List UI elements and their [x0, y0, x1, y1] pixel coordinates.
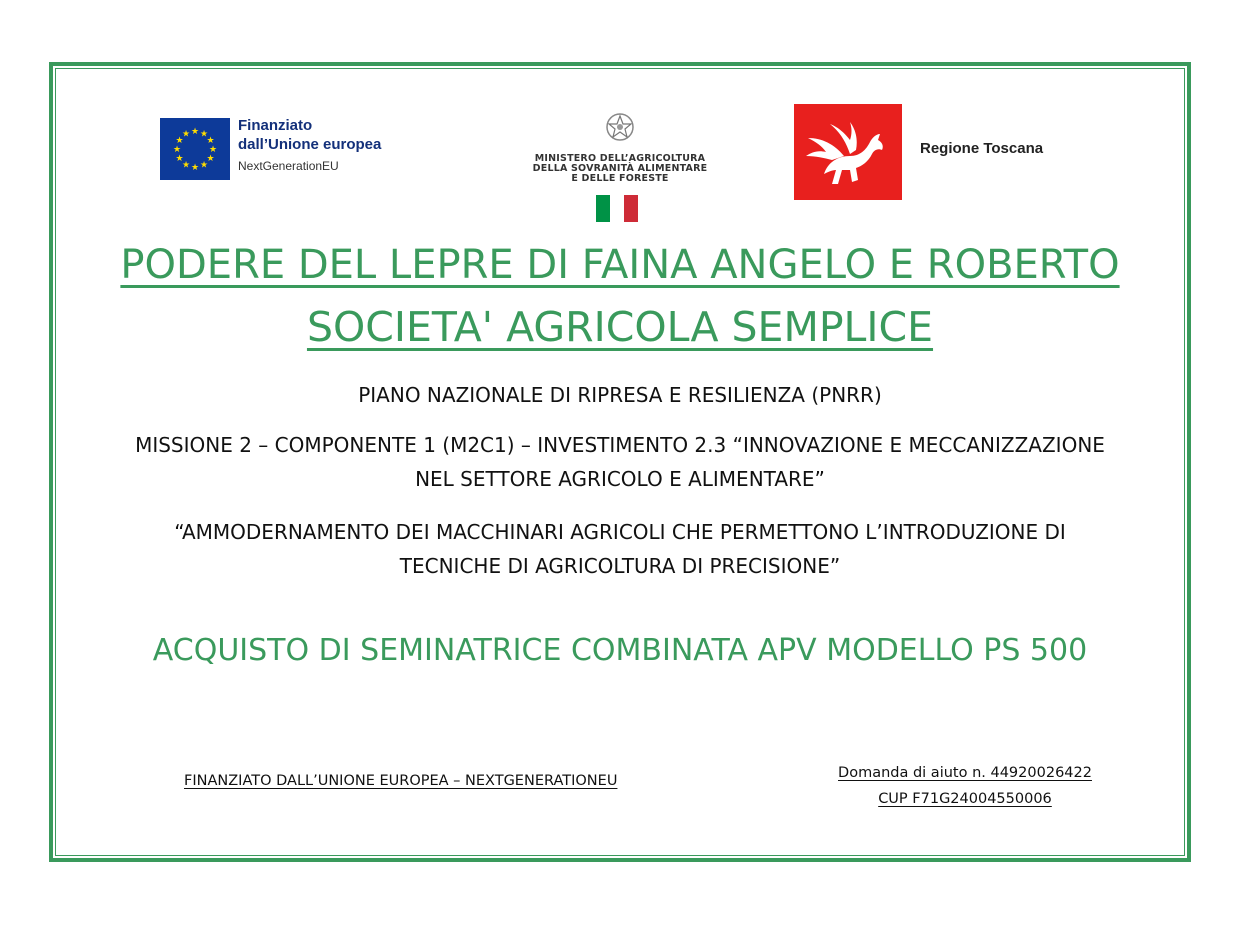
- italian-flag-icon: [596, 195, 638, 222]
- svg-text:★: ★: [206, 154, 215, 164]
- ministry-line1: MINISTERO DELL’AGRICOLTURA: [534, 153, 706, 164]
- eu-logo-line2: dall’Unione europea: [238, 136, 382, 153]
- eu-logo-line3: NextGenerationEU: [238, 159, 339, 173]
- mission-text: [70, 428, 1170, 496]
- application-info: [790, 760, 1140, 812]
- svg-text:★: ★: [199, 160, 209, 171]
- svg-text:★: ★: [208, 145, 218, 155]
- svg-text:★: ★: [190, 127, 200, 137]
- svg-text:★: ★: [181, 160, 191, 171]
- pegasus-icon: [794, 104, 902, 200]
- regione-toscana-logo: [794, 104, 1094, 200]
- svg-text:★: ★: [175, 154, 184, 164]
- ministry-logo: [520, 110, 720, 225]
- eu-flag-icon: [160, 118, 230, 180]
- company-name-line2: SOCIETA' AGRICOLA SEMPLICE: [306, 303, 934, 351]
- pnrr-heading: PIANO NAZIONALE DI RIPRESA E RESILIENZA (PNRR): [358, 383, 882, 407]
- mission-line1: MISSIONE 2 – COMPONENTE 1 (M2C1) – INVESTIMENTO 2.3 “INNOVAZIONE E MECCANIZZAZIONE: [135, 433, 1105, 457]
- svg-text:★: ★: [172, 145, 182, 155]
- company-name-line1: PODERE DEL LEPRE DI FAINA ANGELO E ROBERTO: [120, 242, 1120, 288]
- project-line1: “AMMODERNAMENTO DEI MACCHINARI AGRICOLI CHE PERMETTONO L’INTRODUZIONE DI: [174, 520, 1066, 544]
- cup-code: CUP F71G24004550006: [878, 791, 1052, 807]
- mission-line2: NEL SETTORE AGRICOLO E ALIMENTARE”: [415, 467, 825, 491]
- ministry-line3: E DELLE FORESTE: [571, 173, 669, 184]
- svg-text:★: ★: [199, 129, 209, 140]
- svg-text:★: ★: [175, 136, 184, 146]
- svg-text:★: ★: [206, 136, 215, 146]
- italian-emblem-icon: [604, 110, 636, 144]
- application-number: Domanda di aiuto n. 44920026422: [838, 765, 1092, 781]
- ministry-line2: DELLA SOVRANITÀ ALIMENTARE: [532, 163, 708, 174]
- purchase-description: ACQUISTO DI SEMINATRICE COMBINATA APV MODELLO PS 500: [152, 633, 1088, 668]
- project-line2: TECNICHE DI AGRICOLTURA DI PRECISIONE”: [399, 554, 841, 578]
- svg-text:★: ★: [190, 163, 200, 173]
- eu-logo-line1: Finanziato: [238, 117, 313, 134]
- funding-note: FINANZIATO DALL’UNIONE EUROPEA – NEXTGENERATIONEU: [184, 773, 618, 789]
- project-text: [70, 515, 1170, 583]
- svg-text:★: ★: [181, 129, 191, 140]
- eu-funding-logo: [160, 116, 390, 182]
- regione-toscana-name: Regione Toscana: [920, 140, 1044, 157]
